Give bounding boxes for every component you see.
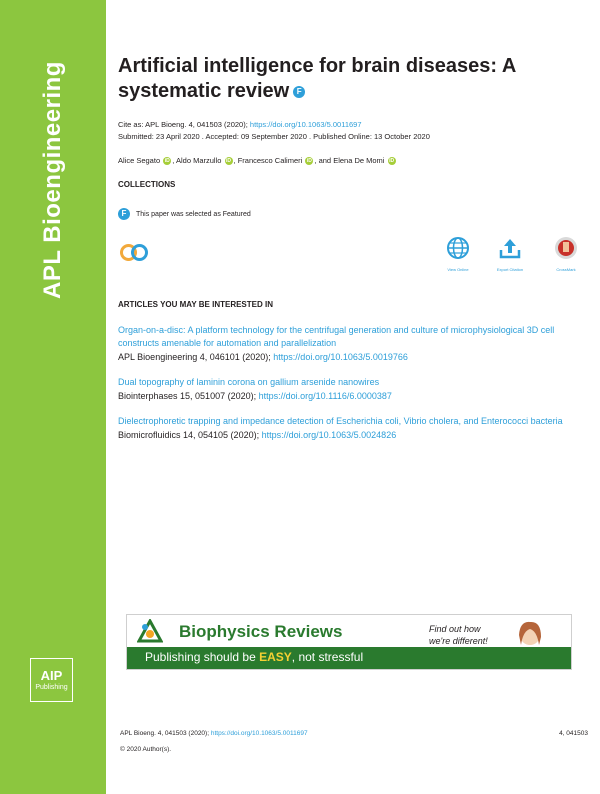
related-article-title[interactable]: Dual topography of laminin corona on gallium arsenide nanowires xyxy=(118,377,380,387)
biophysics-reviews-banner[interactable] xyxy=(126,614,572,670)
related-article[interactable] xyxy=(118,376,574,403)
biophysics-logo-icon xyxy=(137,619,163,645)
crossmark-icon xyxy=(554,236,578,260)
footer-cite: APL Bioeng. 4, 041503 (2020); xyxy=(120,730,210,737)
banner-find-text xyxy=(429,623,488,647)
banner-bottom-strip xyxy=(127,647,571,669)
related-article-title[interactable]: Organ-on-a-disc: A platform technology for the centrifugal generation and culture of microphysiological 3D cell constructs amenable for automation and parallelization xyxy=(118,325,555,348)
orcid-icon[interactable]: iD xyxy=(226,158,232,164)
author-and: , and xyxy=(314,156,332,165)
footer-page-id: 4, 041503 xyxy=(559,730,588,737)
footer-citation xyxy=(120,730,308,737)
collections-heading: COLLECTIONS xyxy=(118,180,176,189)
globe-icon xyxy=(446,236,470,260)
author-name[interactable]: Francesco Calimeri xyxy=(237,156,303,165)
doi-link[interactable]: https://doi.org/10.1063/5.0011697 xyxy=(249,120,362,129)
aip-logo-subtext: Publishing xyxy=(35,684,68,691)
featured-text: This paper was selected as Featured xyxy=(136,211,251,218)
related-doi-link[interactable]: https://doi.org/10.1116/6.0000387 xyxy=(258,391,392,401)
aip-logo-text: AIP xyxy=(40,668,63,683)
footer-copyright: © 2020 Author(s). xyxy=(120,746,172,753)
tagline-post: , not stressful xyxy=(291,650,364,664)
related-article-citation xyxy=(118,351,574,364)
related-doi-link[interactable]: https://doi.org/10.1063/5.0024826 xyxy=(261,430,397,440)
ring-blue xyxy=(131,244,148,261)
citation-text: Biointerphases 15, 051007 (2020); xyxy=(118,391,257,401)
export-citation-label: Export Citation xyxy=(496,267,524,272)
dates-line: Submitted: 23 April 2020 . Accepted: 09 September 2020 . Published Online: 13 October 2020 xyxy=(118,132,430,141)
view-online-label: View Online xyxy=(447,267,469,272)
article-title xyxy=(118,54,558,104)
featured-icon: F xyxy=(118,208,130,220)
cite-as: Cite as: APL Bioeng. 4, 041503 (2020); xyxy=(118,120,248,129)
featured-row xyxy=(118,208,251,220)
citation-text: Biomicrofluidics 14, 054105 (2020); xyxy=(118,430,260,440)
aip-publishing-logo[interactable] xyxy=(30,658,73,702)
citation-text: APL Bioengineering 4, 046101 (2020); xyxy=(118,352,271,362)
open-access-logo[interactable] xyxy=(118,242,154,272)
journal-name: APL Bioengineering xyxy=(39,61,66,299)
featured-icon[interactable]: F xyxy=(293,86,305,98)
export-icon xyxy=(498,236,522,260)
banner-journal-name: Biophysics Reviews xyxy=(179,622,343,641)
author-sep: , xyxy=(233,156,236,165)
author-list xyxy=(118,156,397,165)
tagline-pre: Publishing should be xyxy=(145,650,260,664)
footer-doi-link[interactable]: https://doi.org/10.1063/5.0011697 xyxy=(210,730,308,737)
related-article-title[interactable]: Dielectrophoretic trapping and impedance detection of Escherichia coli, Vibrio cholera, and Enterococci bacteria xyxy=(118,416,563,426)
article-title-text: Artificial intelligence for brain diseases: A systematic review xyxy=(118,55,516,102)
citation-line xyxy=(118,120,362,129)
related-article-citation xyxy=(118,429,580,442)
journal-sidebar xyxy=(0,0,106,794)
view-online-button[interactable] xyxy=(438,236,478,272)
author-name[interactable]: Elena De Momi xyxy=(333,156,385,165)
related-article[interactable] xyxy=(118,415,580,442)
orcid-icon[interactable]: iD xyxy=(389,158,395,164)
tagline-emph: EASY xyxy=(259,650,292,664)
crossmark-label: CrossMark xyxy=(556,267,576,272)
author-name[interactable]: Aldo Marzullo xyxy=(175,156,222,165)
related-doi-link[interactable]: https://doi.org/10.1063/5.0019766 xyxy=(273,352,408,362)
crossmark-button[interactable] xyxy=(546,236,586,272)
find-line-1: Find out how xyxy=(429,624,481,634)
find-line-2: we're different! xyxy=(429,636,488,646)
related-article[interactable] xyxy=(118,324,574,364)
related-article-citation xyxy=(118,390,574,403)
author-name[interactable]: Alice Segato xyxy=(118,156,161,165)
orcid-icon[interactable]: iD xyxy=(164,158,170,164)
related-heading: ARTICLES YOU MAY BE INTERESTED IN xyxy=(118,300,273,309)
orcid-icon[interactable]: iD xyxy=(306,158,312,164)
banner-tagline xyxy=(145,650,363,664)
author-sep: , xyxy=(172,156,175,165)
export-citation-button[interactable] xyxy=(490,236,530,272)
